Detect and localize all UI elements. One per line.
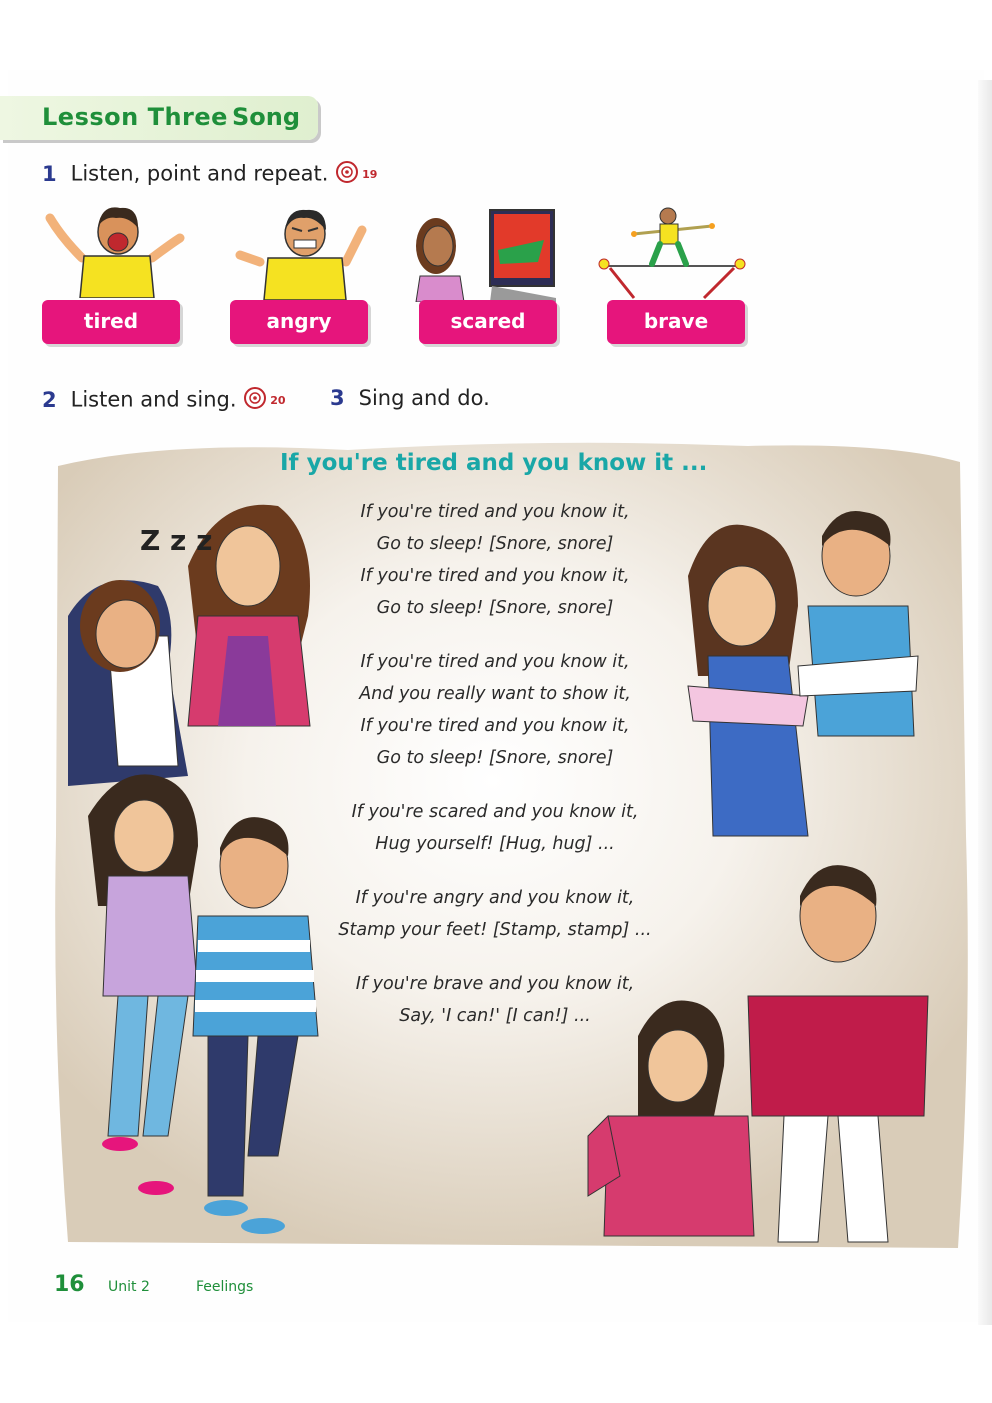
lyric-line: Stamp your feet! [Stamp, stamp] ... bbox=[338, 920, 652, 940]
word-button-angry[interactable]: angry bbox=[230, 300, 368, 344]
cd-icon[interactable] bbox=[243, 386, 267, 415]
word-button-tired[interactable]: tired bbox=[42, 300, 180, 344]
unit-label: Unit 2 bbox=[108, 1279, 150, 1295]
activity-3-text: Sing and do. bbox=[358, 386, 490, 410]
activity-1-number: 1 bbox=[42, 161, 57, 186]
stanza-4 bbox=[300, 882, 690, 946]
activity-3 bbox=[330, 386, 490, 410]
song-title: If you're tired and you know it ... bbox=[280, 450, 708, 476]
word-button-brave[interactable]: brave bbox=[607, 300, 745, 344]
scared-girl-icon bbox=[414, 206, 564, 306]
stanza-5 bbox=[300, 968, 690, 1032]
word-button-scared[interactable]: scared bbox=[419, 300, 557, 344]
tired-boy-icon bbox=[42, 198, 192, 302]
lyric-line: Go to sleep! [Snore, snore] bbox=[376, 598, 614, 618]
stanza-1 bbox=[300, 496, 690, 624]
brave-boy-icon bbox=[594, 204, 754, 304]
lesson-title: Lesson Three bbox=[42, 103, 228, 131]
activity-3-number: 3 bbox=[330, 386, 345, 410]
activity-1 bbox=[42, 160, 377, 189]
lyric-line: If you're tired and you know it, bbox=[360, 716, 630, 736]
page-edge bbox=[978, 80, 992, 1325]
topic-label: Feelings bbox=[196, 1279, 254, 1295]
lyric-line: Hug yourself! [Hug, hug] ... bbox=[375, 834, 615, 854]
cd-icon[interactable] bbox=[335, 160, 359, 189]
lyric-line: If you're tired and you know it, bbox=[360, 502, 630, 522]
lyric-line: And you really want to show it, bbox=[359, 684, 631, 704]
lyric-line: If you're angry and you know it, bbox=[355, 888, 635, 908]
song-lyrics bbox=[300, 496, 690, 1054]
lyric-line: If you're tired and you know it, bbox=[360, 652, 630, 672]
stanza-3 bbox=[300, 796, 690, 860]
stanza-2 bbox=[300, 646, 690, 774]
zzz-text: Z z z bbox=[140, 524, 213, 557]
track-number: 19 bbox=[362, 168, 378, 181]
lyric-line: If you're scared and you know it, bbox=[351, 802, 639, 822]
track-number: 20 bbox=[270, 394, 286, 407]
lesson-section: Song bbox=[232, 103, 301, 131]
lyric-line: If you're brave and you know it, bbox=[355, 974, 635, 994]
page-number: 16 bbox=[54, 1272, 85, 1297]
angry-boy-icon bbox=[230, 200, 380, 304]
lyric-line: Go to sleep! [Snore, snore] bbox=[376, 534, 614, 554]
activity-2 bbox=[42, 386, 286, 415]
lyric-line: If you're tired and you know it, bbox=[360, 566, 630, 586]
lyric-line: Go to sleep! [Snore, snore] bbox=[376, 748, 614, 768]
activity-2-number: 2 bbox=[42, 387, 57, 412]
lyric-line: Say, 'I can!' [I can!] ... bbox=[399, 1006, 591, 1026]
activity-1-text: Listen, point and repeat. bbox=[70, 161, 329, 186]
activity-2-text: Listen and sing. bbox=[70, 387, 237, 412]
